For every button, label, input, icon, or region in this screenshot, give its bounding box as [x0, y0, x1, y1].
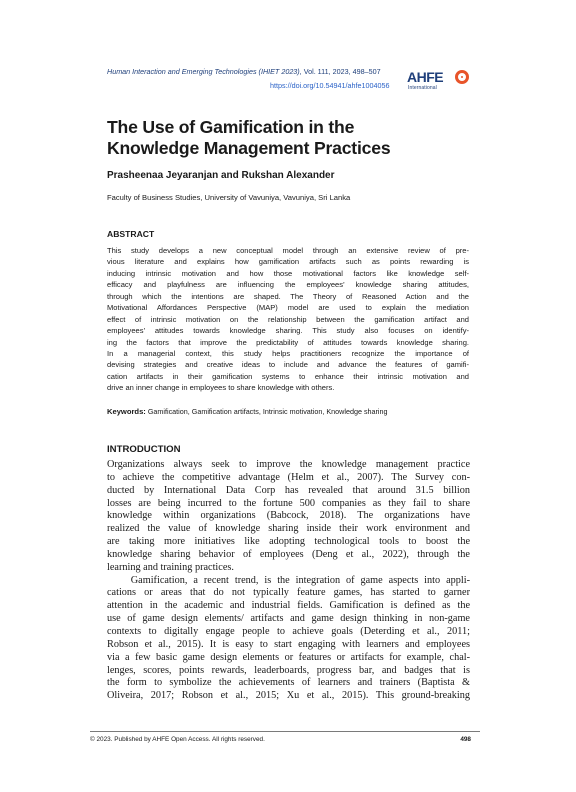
abstract-line: employees’ attitudes towards knowledge sharing. This study also focuses on identify- — [107, 326, 469, 336]
intro-line: knowledge within organizations (Babcock, 2018). The organizations have — [107, 510, 470, 522]
abstract-line: cation artifacts in their gamification systems to enhance their intrinsic motivation and — [107, 371, 469, 381]
introduction-body — [107, 459, 470, 703]
abstract-line: ing the factors that improve the predictability of attitudes towards knowledge sharing. — [107, 337, 469, 347]
logo-wordmark: AHFE — [407, 69, 444, 85]
abstract-line: efficacy and playfulness are influencing the employees’ knowledge sharing attitudes, — [107, 280, 469, 290]
abstract-line: effect of intrinsic motivation on the relationship between the gamification artifact and — [107, 314, 469, 324]
logo-ring-icon — [455, 70, 469, 84]
title-line-1: The Use of Gamification in the — [107, 117, 355, 137]
doi-link[interactable]: https://doi.org/10.54941/ahfe1004056 — [270, 81, 390, 90]
intro-line: are taking more initiatives like adopting technological tools to boost the — [107, 536, 470, 548]
paper-authors: Prasheenaa Jeyaranjan and Rukshan Alexander — [107, 170, 335, 181]
abstract-heading: ABSTRACT — [107, 229, 155, 239]
logo-subtext: International — [408, 85, 437, 91]
abstract-line: drive an inner change in employees to share knowledge with others. — [107, 383, 335, 393]
paper-affiliation: Faculty of Business Studies, University of Vavuniya, Vavuniya, Sri Lanka — [107, 193, 351, 202]
intro-line: Gamification, a recent trend, is the integration of game aspects into appli- — [107, 574, 470, 586]
keywords-text: Gamification, Gamification artifacts, Intrinsic motivation, Knowledge sharing — [145, 407, 388, 416]
abstract-line: through which the intentions are shaped. The Theory of Reasoned Action and the — [107, 291, 469, 301]
abstract-body — [107, 245, 469, 394]
abstract-line: This study develops a new conceptual model through an extensive review of pre- — [107, 246, 469, 255]
intro-line: ducted by International Data Corp has revealed that around 31.5 billion — [107, 484, 470, 496]
intro-line: via a few basic game design elements or features or artifacts for example, chal- — [107, 651, 470, 663]
introduction-heading: INTRODUCTION — [107, 444, 181, 455]
intro-line: learning and training practices. — [107, 561, 234, 573]
title-line-2: Knowledge Management Practices — [107, 138, 391, 158]
journal-name: Human Interaction and Emerging Technologies (IHIET 2023), — [107, 67, 302, 76]
footer-divider — [90, 731, 480, 732]
paper-title — [107, 117, 467, 159]
intro-line: use of game design elements/ artifacts and game design thinking in non-game — [107, 613, 470, 625]
page-number: 498 — [460, 736, 471, 743]
intro-line: knowledge sharing behavior of employees (Deng et al., 2022), through the — [107, 548, 470, 560]
ahfe-logo — [407, 70, 471, 92]
intro-line: attention in the academic and industrial fields. Gamification is defined as the — [107, 600, 470, 612]
copyright-notice: © 2023. Published by AHFE Open Access. All rights reserved. — [90, 736, 265, 743]
intro-line: realized the value of knowledge sharing inside their work environment and — [107, 523, 470, 535]
abstract-line: Motivational Affordances Perspective (MAP) model are used to explain the mediation — [107, 303, 469, 313]
intro-line: cations or areas that do not typically feature games, has started to garner — [107, 587, 470, 599]
abstract-line: devising strategies and creative ideas to include and advance the features of gamifi- — [107, 360, 469, 370]
intro-line: the form to symbolize the achievements of learners and trainers (Baptista & — [107, 677, 470, 689]
intro-line: lenges, scores, points rewards, leaderboards, progress bar, and badges that is — [107, 664, 470, 676]
journal-volume: Vol. 111, 2023, 498–507 — [301, 67, 381, 76]
intro-line: Oliveira, 2017; Robson et al., 2015; Xu et al., 2015). This ground-breaking — [107, 690, 470, 702]
keywords — [107, 407, 388, 416]
intro-line: Organizations always seek to improve the knowledge management practice — [107, 459, 470, 470]
intro-line: contexts to digitally engage people to achieve goals (Deterding et al., 2011; — [107, 625, 470, 637]
intro-line: losses are being incurred to the fortune 500 companies as they fail to share — [107, 497, 470, 509]
keywords-label: Keywords: — [107, 407, 146, 416]
intro-line: Robson et al., 2015). It is easy to start engaging with learners and employees — [107, 638, 470, 650]
intro-line: to achieve the competitive advantage (Helm et al., 2007). The Survey con- — [107, 471, 470, 483]
abstract-line: inducing intrinsic motivation and how those motivational factors like knowledge self- — [107, 268, 469, 278]
abstract-line: vious literature and explains how gamification artifacts such as points rewarding is — [107, 257, 469, 267]
abstract-line: In a managerial context, this study helps practitioners recognize the importance of — [107, 348, 469, 358]
